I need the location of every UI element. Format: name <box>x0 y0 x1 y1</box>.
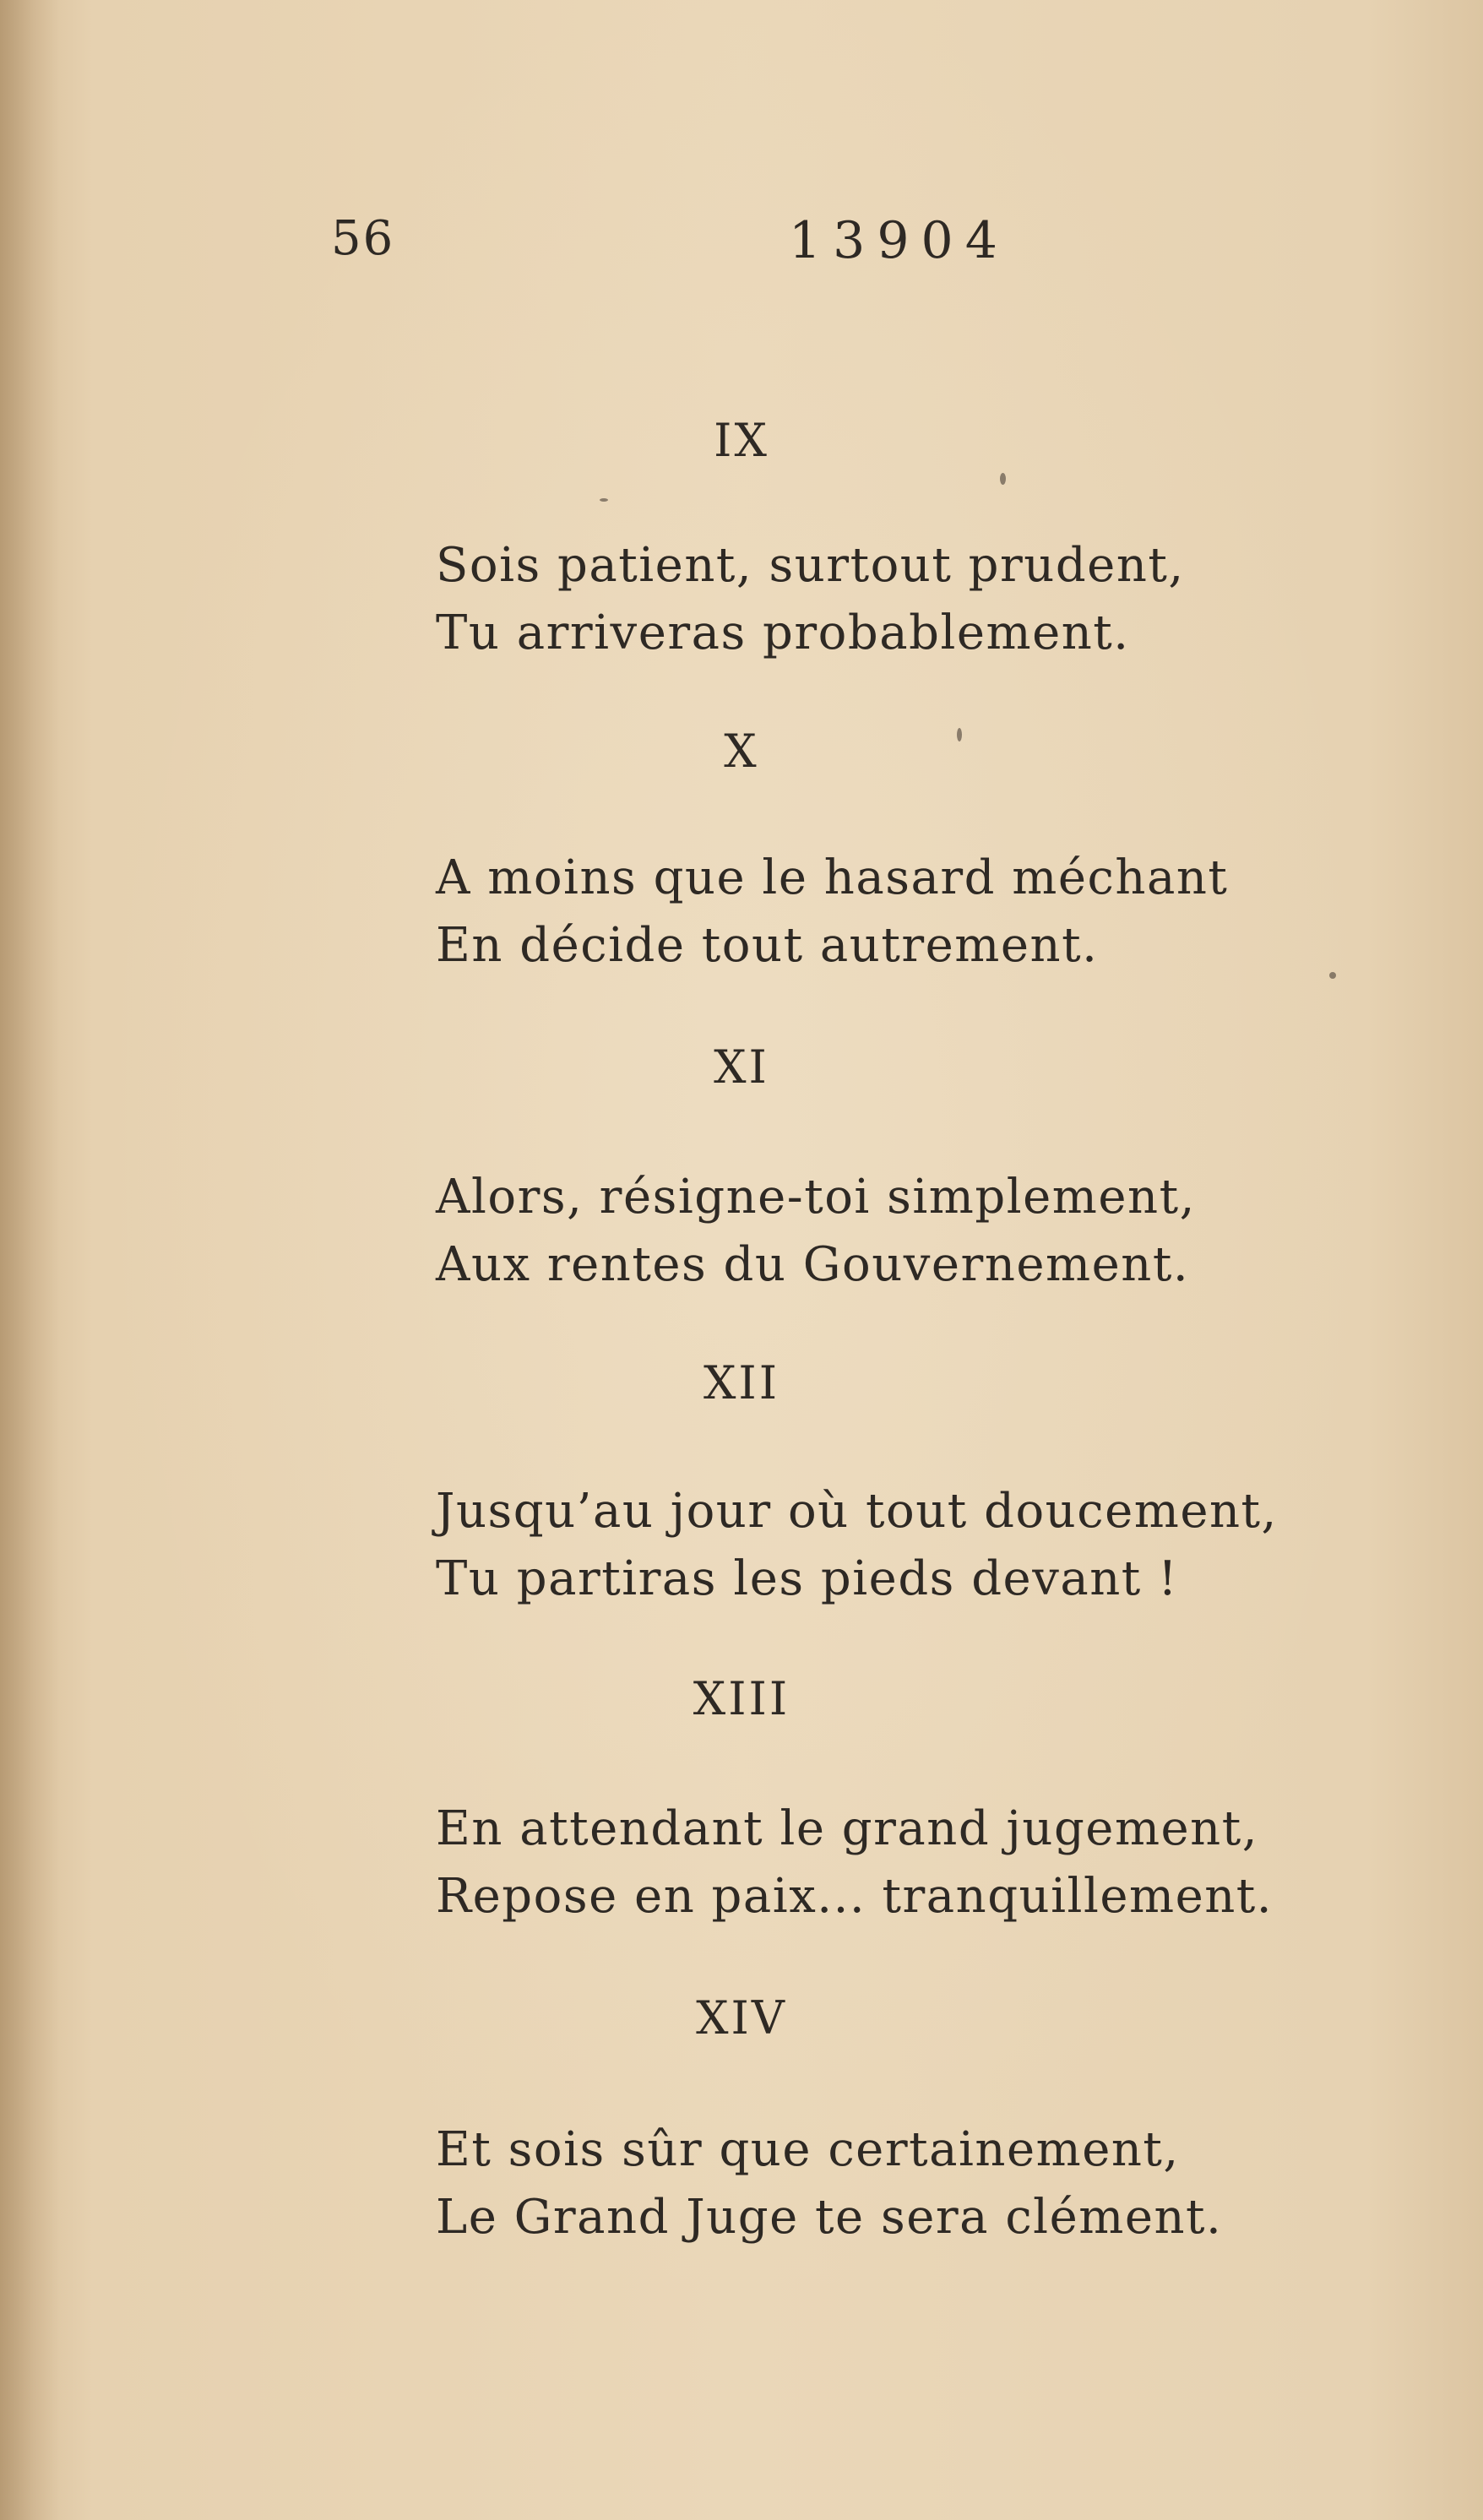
verse-line: Tu partiras les pieds devant ! <box>436 1551 1179 1606</box>
verse-line: Sois patient, surtout prudent, <box>436 538 1185 593</box>
verse-line: Le Grand Juge te sera clément. <box>436 2190 1223 2245</box>
verse-line: Tu arriveras probablement. <box>436 606 1130 660</box>
ink-speck <box>600 498 608 502</box>
stanza-xii <box>436 1478 1278 1613</box>
verse-line: Jusqu’au jour où tout doucement, <box>436 1484 1278 1539</box>
section-numeral-x: X <box>724 725 759 778</box>
stanza-xiii <box>436 1795 1273 1931</box>
verse-line: Repose en paix... tranquillement. <box>436 1869 1274 1924</box>
verse-line: A moins que le hasard méchant <box>436 850 1229 905</box>
section-numeral-xiii: XIII <box>693 1672 790 1725</box>
page-edge-stain <box>0 0 59 2520</box>
verse-line: Aux rentes du Gouvernement. <box>436 1237 1190 1292</box>
section-numeral-xiv: XIV <box>696 1991 787 2045</box>
section-numeral-xi: XI <box>714 1040 769 1094</box>
ink-speck <box>1000 473 1006 485</box>
stanza-ix <box>436 532 1185 667</box>
stanza-xiv <box>436 2116 1222 2251</box>
verse-line: En décide tout autrement. <box>436 918 1099 973</box>
verse-line: Alors, résigne-toi simplement, <box>436 1170 1196 1225</box>
stanza-xi <box>436 1164 1196 1299</box>
ink-speck <box>1329 972 1336 979</box>
page-number: 56 <box>331 211 395 266</box>
verse-line: Et sois sûr que certainement, <box>436 2122 1180 2177</box>
stanza-x <box>436 845 1228 980</box>
verse-line: En attendant le grand jugement, <box>436 1801 1259 1856</box>
section-numeral-ix: IX <box>714 414 769 467</box>
running-title: 13904 <box>789 211 1009 270</box>
section-numeral-xii: XII <box>703 1356 780 1409</box>
